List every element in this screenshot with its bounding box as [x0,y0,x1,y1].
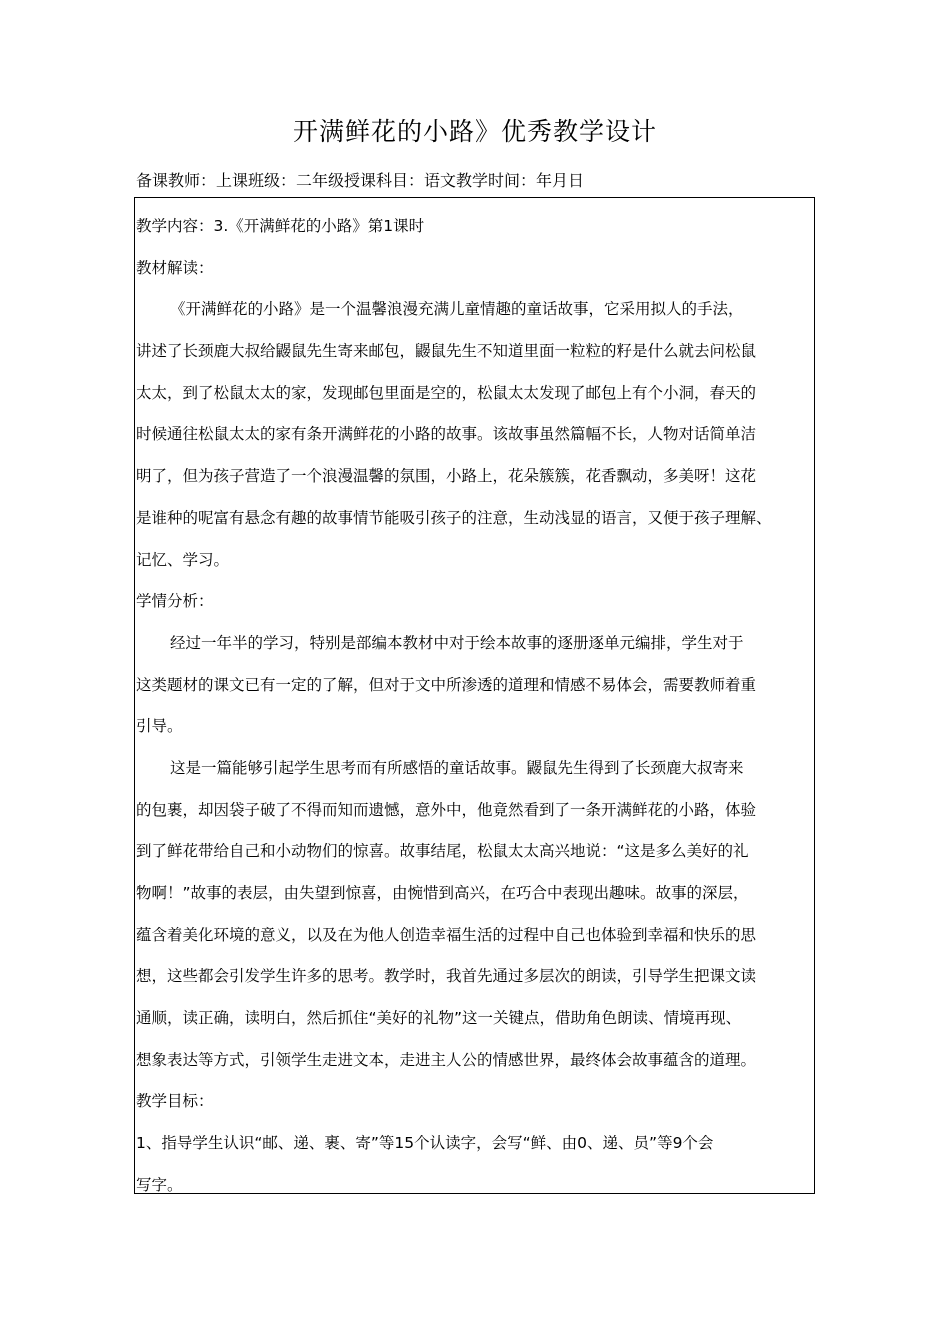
text-line: 这是一篇能够引起学生思考而有所感悟的童话故事。鼹鼠先生得到了长颈鹿大叔寄来 [170,758,744,777]
lesson-meta-line: 备课教师：上课班级：二年级授课科目：语文教学时间：年月日 [136,171,585,190]
content-body [136,206,817,1207]
text-line: 经过一年半的学习，特别是部编本教材中对于绘本故事的逐册逐单元编排，学生对于 [170,633,744,652]
content-table-cell [134,197,815,1194]
text-line: 时候通往松鼠太太的家有条开满鲜花的小路的故事。该故事虽然篇幅不长，人物对话简单洁 [136,425,757,444]
text-line: 记忆、学习。 [136,550,230,569]
text-line: 想，这些都会引发学生许多的思考。教学时，我首先通过多层次的朗读，引导学生把课文读 [136,967,757,986]
text-line: 明了，但为孩子营造了一个浪漫温馨的氛围，小路上，花朵簇簇，花香飘动，多美呀！这花 [136,467,757,486]
text-line: 1、指导学生认识“邮、递、裹、寄”等15个认读字，会写“鲜、由0、递、员”等9个会 [136,1134,714,1153]
text-line: 蕴含着美化环境的意义，以及在为他人创造幸福生活的过程中自己也体验到幸福和快乐的思 [136,925,757,944]
text-line: 写字。 [136,1175,183,1194]
text-line: 讲述了长颈鹿大叔给鼹鼠先生寄来邮包，鼹鼠先生不知道里面一粒粒的籽是什么就去问松鼠 [136,342,757,361]
text-line: 的包裹，却因袋子破了不得而知而遗憾，意外中，他竟然看到了一条开满鲜花的小路，体验 [136,800,757,819]
text-line: 到了鲜花带给自己和小动物们的惊喜。故事结尾，松鼠太太高兴地说：“这是多么美好的礼 [136,842,749,861]
text-line: 教学内容：3.《开满鲜花的小路》第1课时 [136,217,425,235]
text-line: 想象表达等方式，引领学生走进文本，走进主人公的情感世界，最终体会故事蕴含的道理。 [136,1050,757,1069]
text-line: 这类题材的课文已有一定的了解，但对于文中所渗透的道理和情感不易体会，需要教师着重 [136,675,757,694]
text-line: 教材解读： [136,258,214,277]
text-line: 《开满鲜花的小路》是一个温馨浪漫充满儿童情趣的童话故事，它采用拟人的手法， [170,300,744,319]
text-line: 通顺，读正确，读明白，然后抓住“美好的礼物”这一关键点，借助角色朗读、情境再现、 [136,1009,742,1028]
text-line: 物啊！”故事的表层，由失望到惊喜，由惋惜到高兴，在巧合中表现出趣味。故事的深层， [136,884,749,902]
text-line: 教学目标： [136,1092,214,1111]
text-line: 引导。 [136,717,183,736]
text-line: 太太，到了松鼠太太的家，发现邮包里面是空的，松鼠太太发现了邮包上有个小洞，春天的 [136,383,757,402]
text-line: 是谁种的呢富有悬念有趣的故事情节能吸引孩子的注意，生动浅显的语言，又便于孩子理解、 [136,508,772,527]
text-line: 学情分析： [136,592,214,611]
document-title: 开满鲜花的小路》优秀教学设计 [292,117,657,146]
